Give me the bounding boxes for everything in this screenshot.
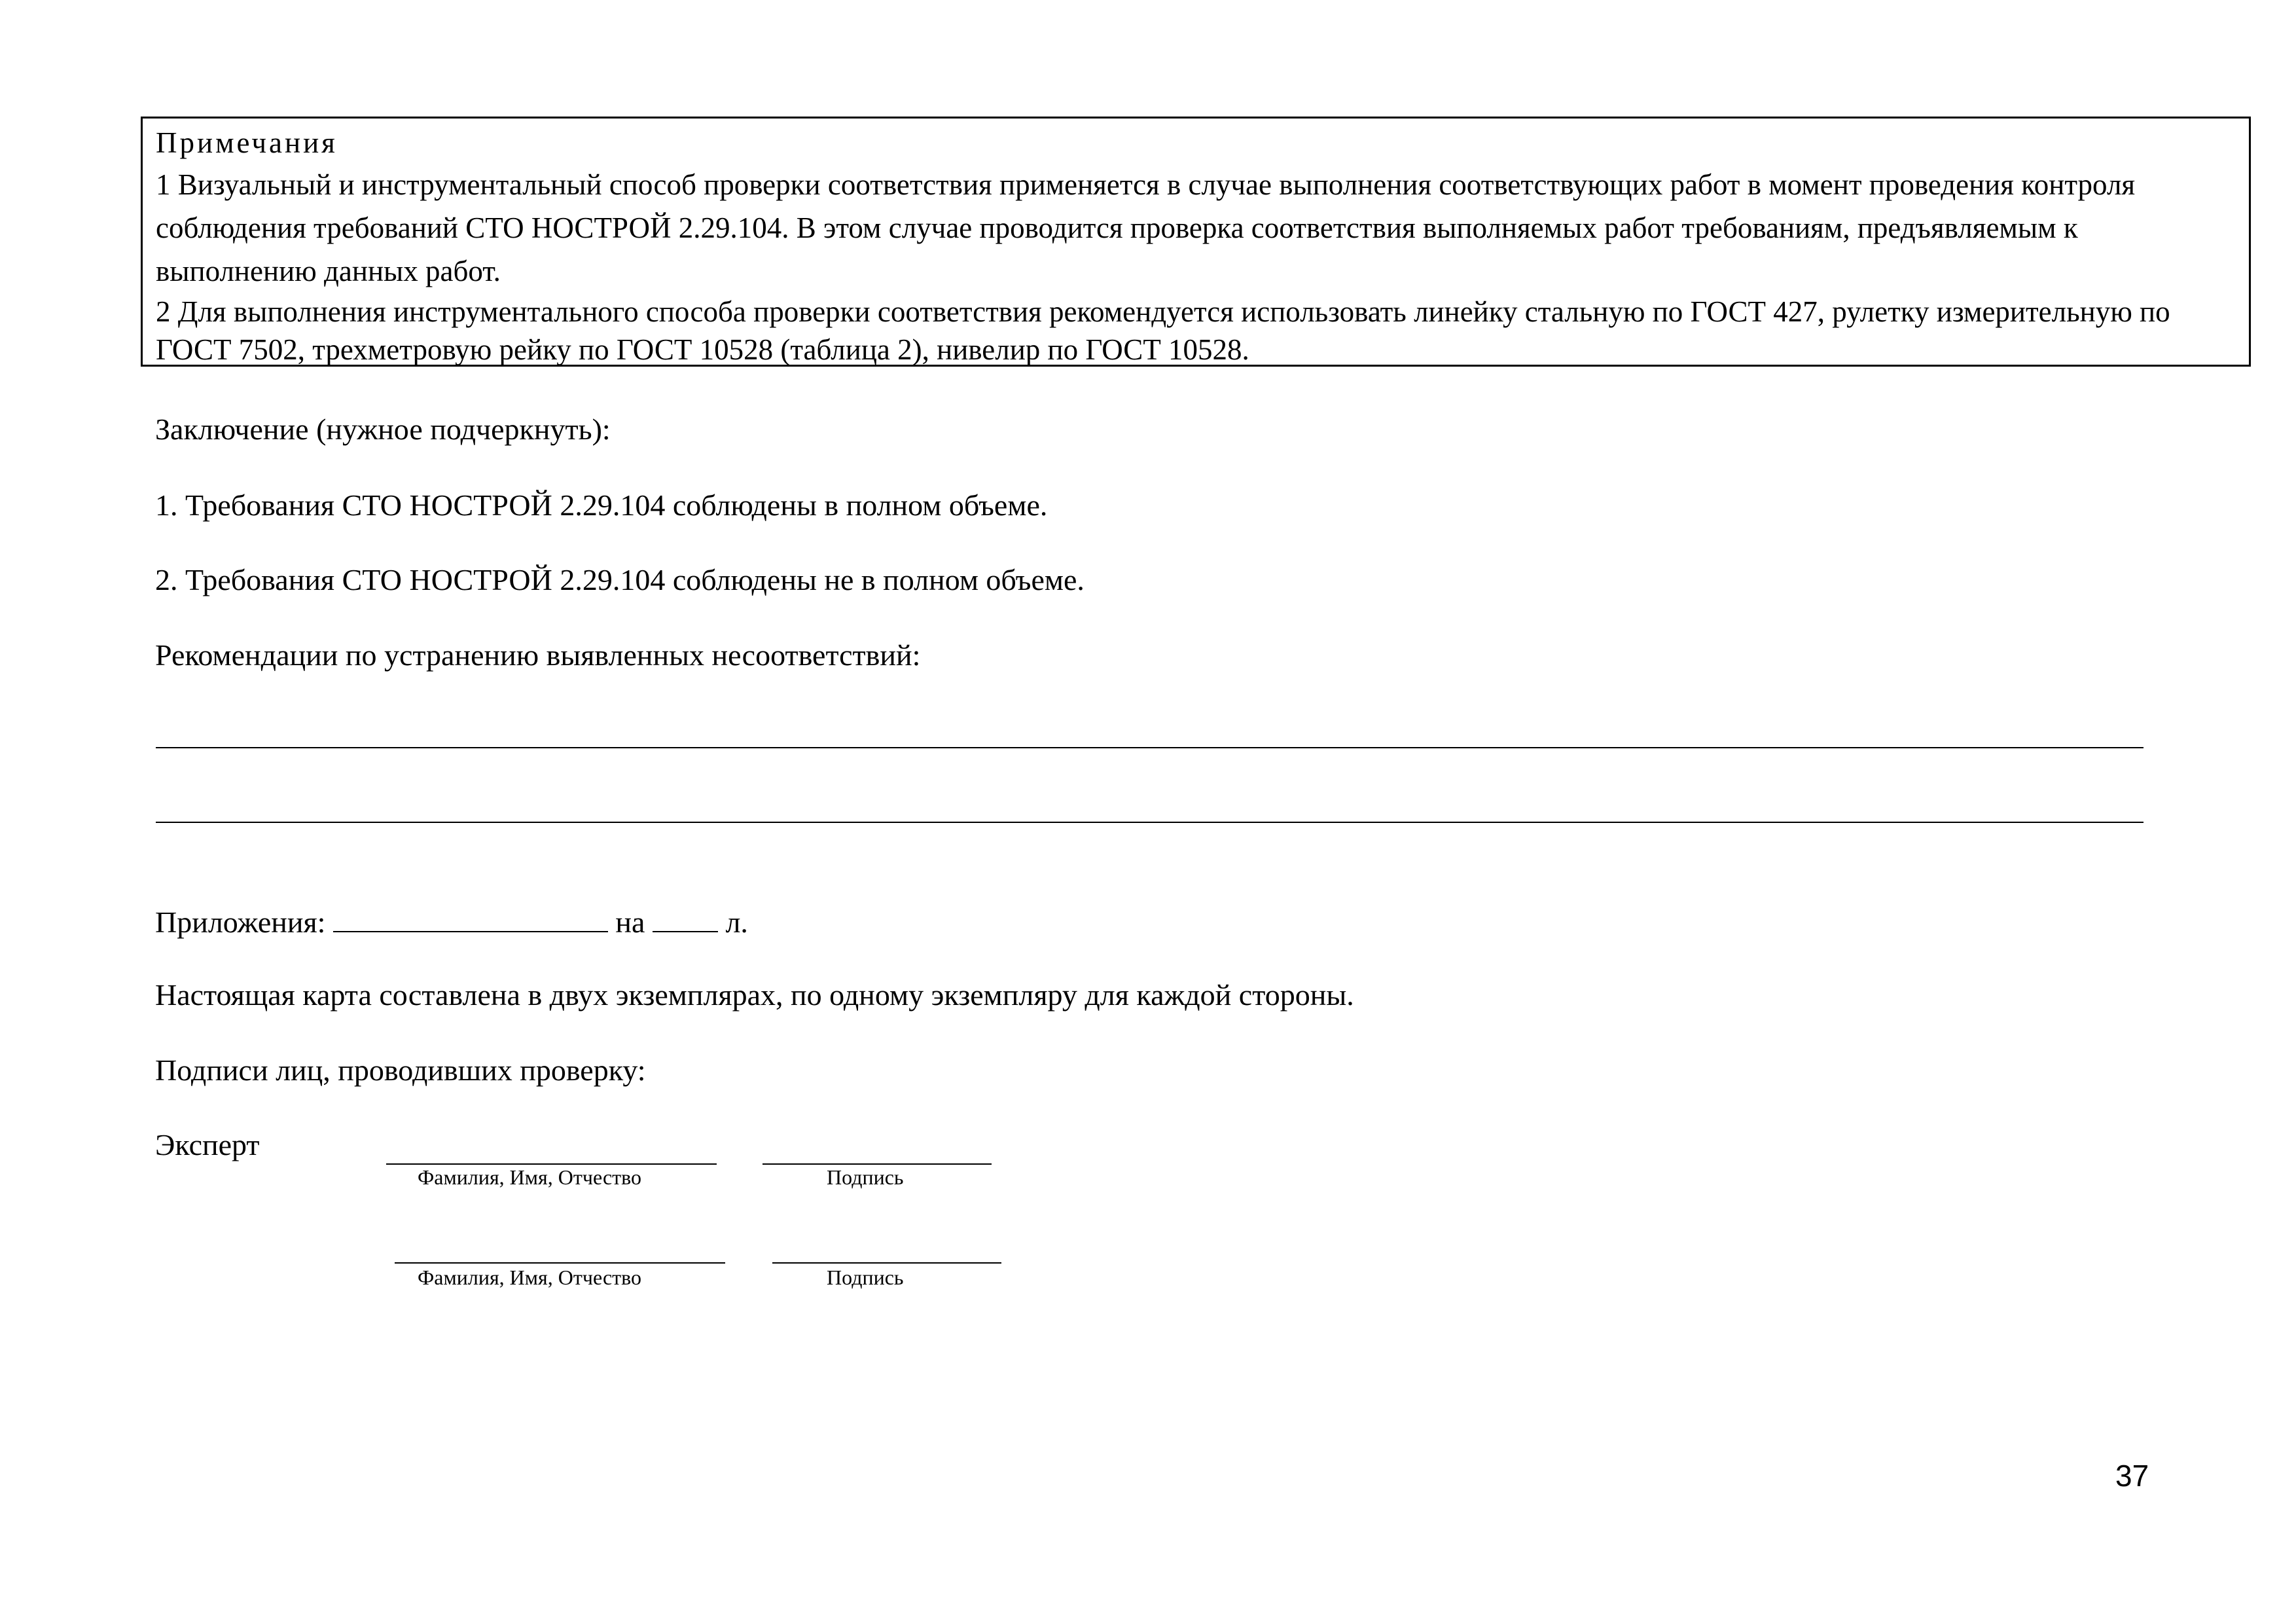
recommendations-heading: Рекомендации по устранению выявленных несоответствий: xyxy=(155,638,921,672)
signature-caption-2: Подпись xyxy=(827,1266,904,1289)
note-item-2: 2 Для выполнения инструментального способа проверки соответствия рекомендуется использовать линейку стальную по ГОСТ 427, рулетку измерительную по ГОСТ 7502, трехметровую рейку по ГОСТ 10528 (таблица 2), нивелир по ГОСТ 10528. xyxy=(156,295,2170,366)
second-signature-line xyxy=(772,1262,1001,1264)
recommendations-line-1 xyxy=(156,747,2144,748)
recommendations-line-2 xyxy=(156,822,2144,823)
name-caption-2: Фамилия, Имя, Отчество xyxy=(418,1266,642,1289)
name-caption-1: Фамилия, Имя, Отчество xyxy=(418,1165,642,1189)
page-number: 37 xyxy=(2115,1459,2149,1493)
notes-box xyxy=(141,117,2251,367)
attachments-on: на xyxy=(615,905,645,939)
attachments-label: Приложения: xyxy=(155,905,326,939)
note-item-1: 1 Визуальный и инструментальный способ проверки соответствия применяется в случае выполнения соответствующих работ в момент проведения контроля соблюдения требований СТО НОСТРОЙ 2.29.104. В этом случае проводится проверка соответствия выполняемых работ требованиям, предъявляемым к выполнению данных работ. xyxy=(156,168,2136,287)
signatures-heading: Подписи лиц, проводивших проверку: xyxy=(155,1053,646,1087)
conclusion-heading: Заключение (нужное подчеркнуть): xyxy=(155,412,611,446)
attachments-sheets: л. xyxy=(725,905,748,939)
conclusion-option-2: 2. Требования СТО НОСТРОЙ 2.29.104 соблюдены не в полном объеме. xyxy=(155,563,1085,596)
sheets-count-blank xyxy=(653,902,718,932)
signature-caption-1: Подпись xyxy=(827,1165,904,1189)
attachments-blank xyxy=(333,902,608,932)
conclusion-option-1: 1. Требования СТО НОСТРОЙ 2.29.104 соблюдены в полном объеме. xyxy=(155,488,1048,522)
attachments-line xyxy=(155,902,748,941)
notes-title: Примечания xyxy=(156,126,338,159)
expert-label: Эксперт xyxy=(155,1128,260,1161)
second-name-line xyxy=(395,1262,725,1264)
copies-statement: Настоящая карта составлена в двух экземплярах, по одному экземпляру для каждой стороны. xyxy=(155,978,1354,1012)
